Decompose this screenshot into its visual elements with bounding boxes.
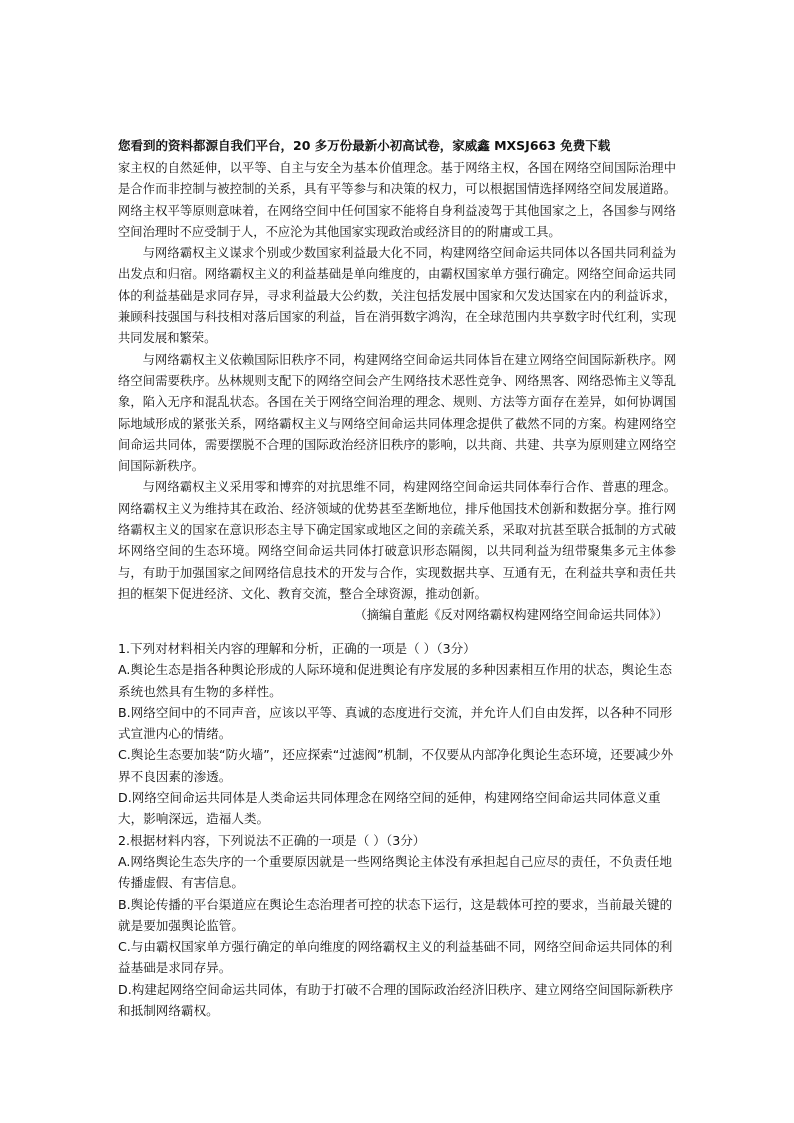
article-source: （摘编自董彪《反对网络霸权构建网络空间命运共同体》） [354, 608, 668, 623]
question-2-option-c: C.与由霸权国家单方强行确定的单向维度的网络霸权主义的利益基础不同，网络空间命运共同体的利益基础是求同存异。 [118, 939, 673, 976]
question-1-option-c: C.舆论生态要加装“防火墙”，还应探索“过滤阀”机制，不仅要从内部净化舆论生态环境，还要减少外界不良因素的渗透。 [118, 747, 674, 784]
article-paragraph: 与网络霸权主义采用零和博弈的对抗思维不同，构建网络空间命运共同体奉行合作、普惠的理念。网络霸权主义为维持其在政治、经济领域的优势甚至垄断地位，排斥他国技术创新和数据分享。推行网络霸权主义的国家在意识形态主导下确定国家或地区之间的亲疏关系，采取对抗甚至联合抵制的方式破坏网络空间的生态环境。网络空间命运共同体打破意识形态隔阂，以共同利益为纽带聚集多元主体参与，有助于加强国家之间网络信息技术的开发与合作，实现数据共享、互通有无，在利益共享和责任共担的框架下促进经济、文化、教育交流，整合全球资源，推动创新。 [118, 480, 676, 601]
questions-section [118, 638, 678, 1021]
question-1-stem: 1.下列对材料相关内容的理解和分析，正确的一项是（ ）（3分） [118, 641, 476, 656]
article-paragraph: 与网络霸权主义谋求个别或少数国家利益最大化不同，构建网络空间命运共同体以各国共同利益为出发点和归宿。网络霸权主义的利益基础是单向维度的，由霸权国家单方强行确定。网络空间命运共同体的利益基础是求同存异，寻求利益最大公约数，关注包括发展中国家和欠发达国家在内的利益诉求，兼顾科技强国与科技相对落后国家的利益，旨在消弭数字鸿沟，在全球范围内共享数字时代红利，实现共同发展和繁荣。 [118, 246, 676, 346]
question-2-option-a: A.网络舆论生态失序的一个重要原因就是一些网络舆论主体没有承担起自己应尽的责任，不负责任地传播虚假、有害信息。 [118, 853, 672, 891]
question-1-option-a: A.舆论生态是指各种舆论形成的人际环境和促进舆论有序发展的多种因素相互作用的状态，舆论生态系统也然具有生物的多样性。 [118, 662, 672, 699]
question-1-option-d: D.网络空间命运共同体是人类命运共同体理念在网络空间的延伸，构建网络空间命运共同体意义重大，影响深远，造福人类。 [118, 790, 661, 827]
article-paragraph: 家主权的自然延伸，以平等、自主与安全为基本价值理念。基于网络主权，各国在网络空间国际治理中是合作而非控制与被控制的关系，具有平等参与和决策的权力，可以根据国情选择网络空间发展道路。网络主权平等原则意味着，在网络空间中任何国家不能将自身利益凌驾于其他国家之上，各国参与网络空间治理时不应受制于人，不应沦为其他国家实现政治或经济目的的附庸或工具。 [118, 161, 676, 239]
question-1-option-b: B.网络空间中的不同声音，应该以平等、真诚的态度进行交流，并允许人们自由发挥，以各种不同形式宣泄内心的情绪。 [118, 704, 673, 742]
question-2-stem: 2.根据材料内容，下列说法不正确的一项是（ ）（3分） [118, 832, 426, 848]
page-header-banner: 您看到的资料都源自我们平台，20 多万份最新小初高试卷，家威鑫 MXSJ663 免费下载 [118, 138, 611, 153]
article-paragraph: 与网络霸权主义依赖国际旧秩序不同，构建网络空间命运共同体旨在建立网络空间国际新秩序。网络空间需要秩序。丛林规则支配下的网络空间会产生网络技术恶性竞争、网络黑客、网络恐怖主义等乱象，陷入无序和混乱状态。各国在关于网络空间治理的理念、规则、方法等方面存在差异，如何协调国际地域形成的紧张关系，网络霸权主义与网络空间命运共同体理念提供了截然不同的方案。构建网络空间命运共同体，需要摆脱不合理的国际政治经济旧秩序的影响，以共商、共建、共享为原则建立网络空间国际新秩序。 [118, 352, 676, 474]
question-2-option-b: B.舆论传播的平台渠道应在舆论生态治理者可控的状态下运行，这是载体可控的要求，当前最关键的就是要加强舆论监管。 [118, 896, 673, 933]
question-2-option-d: D.构建起网络空间命运共同体，有助于打破不合理的国际政治经济旧秩序、建立网络空间国际新秩序和抵制网络霸权。 [118, 981, 674, 1019]
article-body [118, 158, 676, 627]
